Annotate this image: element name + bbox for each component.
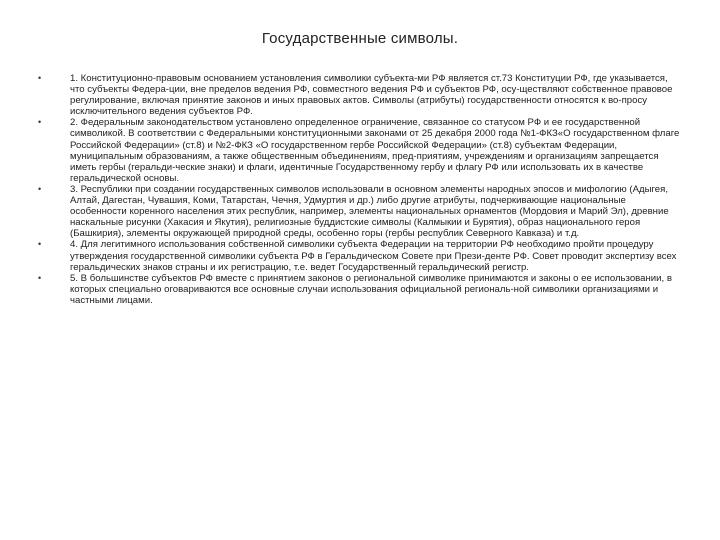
bullet-list — [38, 73, 684, 306]
list-item — [38, 117, 684, 184]
list-item-text: 5. В большинстве субъектов РФ вместе с принятием законов о региональной символике принимаются и законы о ее использовании, в которых специально оговариваются все основные случаи использования официальной региональ-ной символики организациями и частными лицами. — [70, 272, 672, 306]
bullet-icon: • — [38, 117, 42, 128]
list-item-text: 2. Федеральным законодательством установлено определенное ограничение, связанное со статусом РФ и ее государственной символикой. В соответствии с Федеральными конституционными законами от 25 декабря 2000 года №1-ФКЗ«О государственном флаге Российской Федерации» (ст.8) и №2-ФКЗ «О государственном гербе Российской Федерации» (ст.8) субъектам Федерации, муниципальным образованиям, а также общественным объединениям, пред-приятиям, учреждениям и организациям запрещается иметь гербы (геральди-ческие знаки) и флаги, идентичные Государственному гербу и флагу РФ или использовать их в качестве геральдической основы. — [70, 117, 680, 184]
list-item — [38, 184, 684, 239]
slide-title: Государственные символы. — [261, 30, 459, 47]
bullet-icon: • — [38, 73, 42, 83]
list-item — [38, 273, 684, 306]
list-item-text: 3. Республики при создании государственных символов использовали в основном элементы народных эпосов и мифологию (Адыгея, Алтай, Дагестан, Чувашия, Коми, Татарстан, Чечня, Удмуртия и др.) либо другие атрибуты, подчеркивающие национальные особенности коренного населения этих республик, например, элементы национальных орнаментов (Мордовия и Марий Эл), древние наскальные рисунки (Хакасия и Якутия), религиозные буддистские символы (Калмыкии и Бурятия), образ национального героя (Башкирия), элементы окружающей природной среды, особенно горы (гербы республик Северного Кавказа) и т.д. — [70, 183, 669, 240]
list-item — [38, 73, 684, 117]
list-item-text: 1. Конституционно-правовым основанием установления символики субъекта-ми РФ является ст.73 Конституции РФ, где указывается, что субъекты Федера-ции, вне пределов ведения РФ, совместного ведения РФ и субъектов РФ, осу-ществляют собственное правовое регулирование, включая принятие законов и иных правовых актов. Символы (атрибуты) государственности относятся к во-просу исключительного ведения субъектов РФ. — [70, 73, 673, 118]
list-item — [38, 239, 684, 272]
list-item-text: 4. Для легитимного использования собственной символики субъекта Федерации на территории РФ необходимо пройти процедуру утверждения государственной символики субъекта РФ в Геральдическом Совете при Прези-денте РФ. Совет проводит экспертизу всех геральдических знаков страны и их регистрацию, т.е. ведет Государственный геральдический регистр. — [70, 239, 677, 273]
bullet-icon: • — [38, 272, 42, 283]
bullet-icon: • — [38, 239, 42, 250]
bullet-icon: • — [38, 183, 42, 194]
